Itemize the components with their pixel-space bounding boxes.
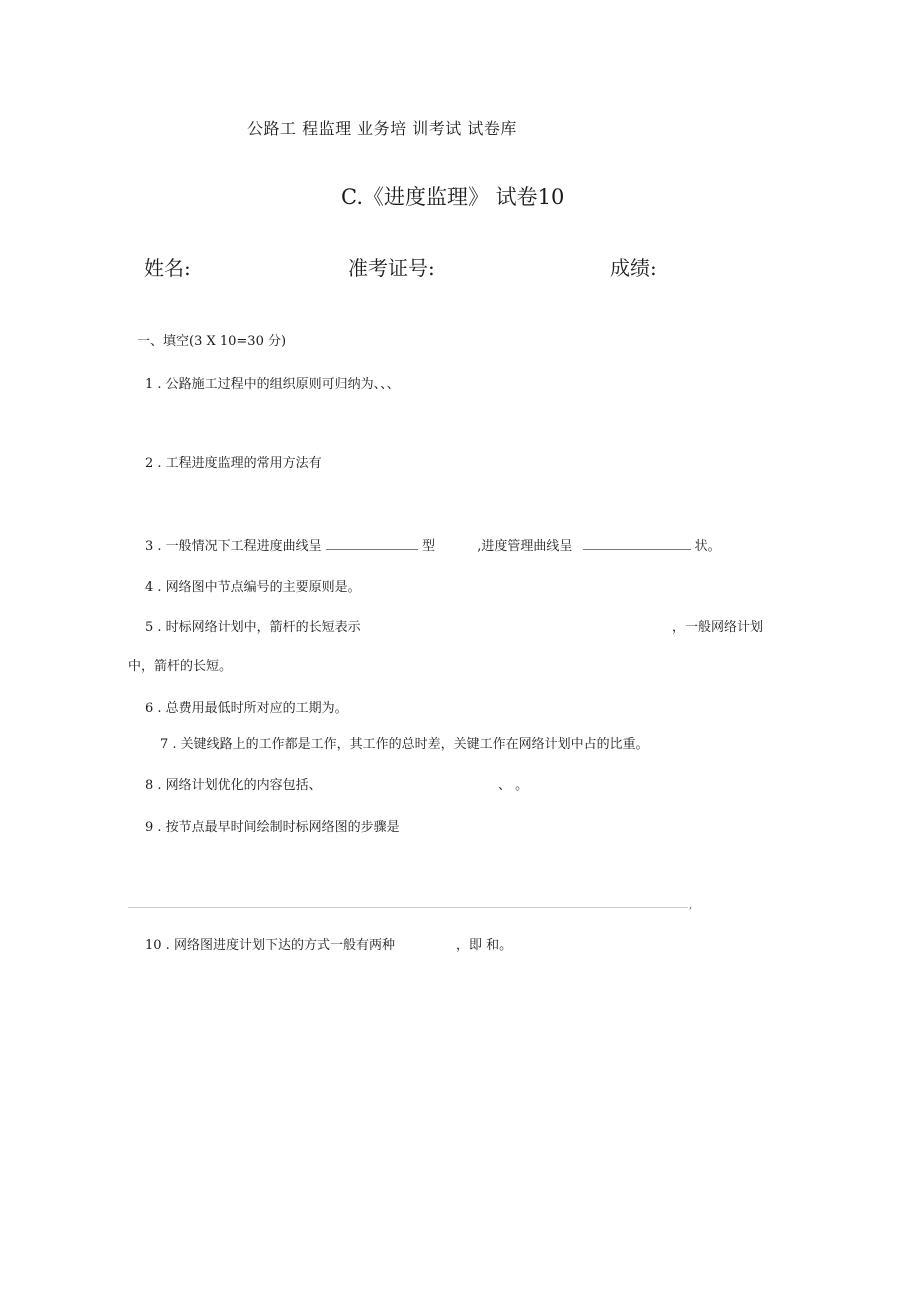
question-7: 7 . 关键线路上的工作都是工作，其工作的总时差，关键工作在网络计划中占的比重。 xyxy=(160,737,649,752)
question-5-line-1-tail: ，一般网络计划 xyxy=(672,620,764,635)
question-4: 4 . 网络图中节点编号的主要原则是。 xyxy=(145,580,361,595)
question-6: 6 . 总费用最低时所对应的工期为。 xyxy=(145,701,348,716)
question-3 xyxy=(145,535,721,554)
question-3-text-b: 型 xyxy=(421,539,435,554)
name-label: 姓名: xyxy=(144,256,191,280)
section-title-fill-in: 一、填空(3 X 10=30 分) xyxy=(137,334,287,349)
question-8-tail: 、 。 xyxy=(498,778,529,793)
question-8: 8 . 网络计划优化的内容包括、 xyxy=(145,778,322,793)
question-10: 10 . 网络图进度计划下达的方式一般有两种 xyxy=(145,938,395,953)
ticket-number-label: 准考证号: xyxy=(348,256,435,280)
question-5-line-1: 5 . 时标网络计划中，箭杆的长短表示 xyxy=(145,620,361,635)
question-1: 1 . 公路施工过程中的组织原则可归纳为、、、 xyxy=(145,377,400,392)
answer-blank xyxy=(583,537,691,550)
question-10-tail: ，即 和。 xyxy=(456,938,513,953)
exam-title: C.《进度监理》 试卷10 xyxy=(341,185,565,209)
question-9: 9 . 按节点最早时间绘制时标网络图的步骤是 xyxy=(145,820,400,835)
exam-series-header: 公路工 程监理 业务培 训考试 试卷库 xyxy=(247,119,517,138)
score-label: 成绩: xyxy=(610,256,657,280)
question-2: 2 . 工程进度监理的常用方法有 xyxy=(145,456,322,471)
answer-line-mark: , xyxy=(689,900,693,911)
answer-line xyxy=(128,907,688,908)
question-3-text-d: 状。 xyxy=(694,539,721,554)
answer-blank xyxy=(326,537,418,550)
question-3-text-a: 3 . 一般情况下工程进度曲线呈 xyxy=(145,539,322,554)
question-3-text-c: ,进度管理曲线呈 xyxy=(477,539,573,554)
question-5-line-2: 中，箭杆的长短。 xyxy=(128,659,233,674)
